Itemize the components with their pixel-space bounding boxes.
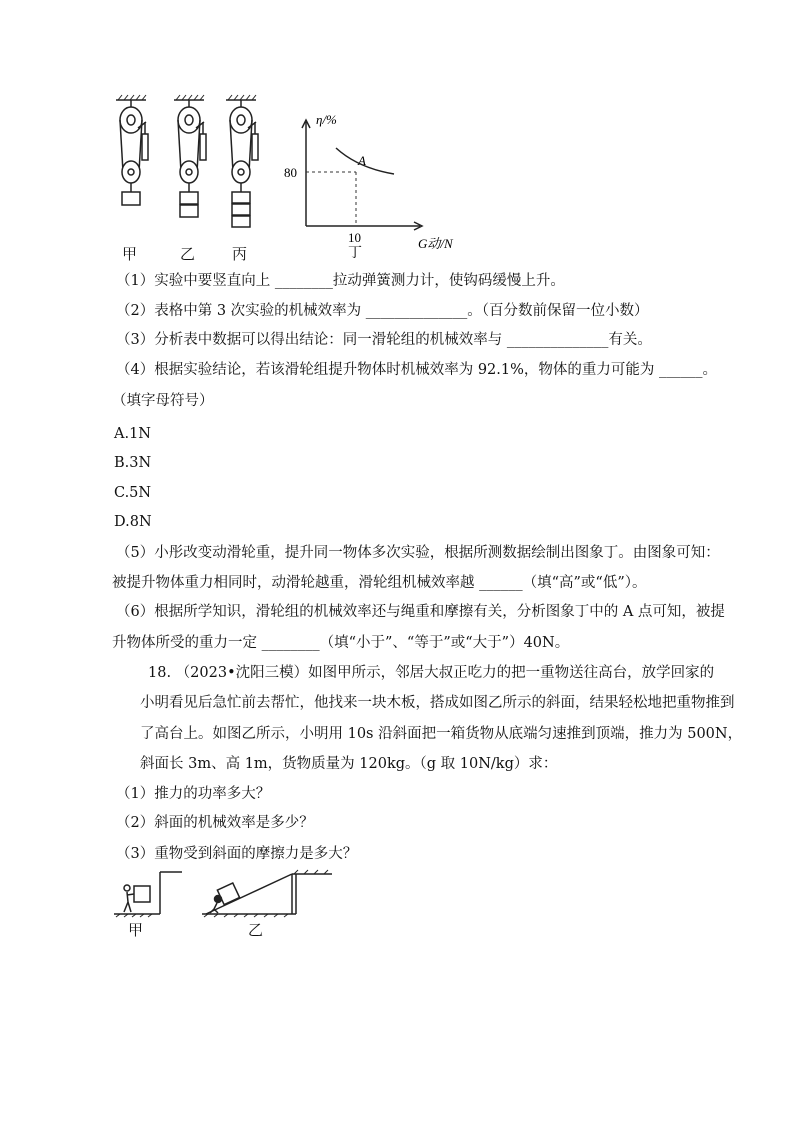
problem-18-sub3: （3）重物受到斜面的摩擦力是多大？ [116,846,358,862]
figure-caption-jia: 甲 [128,921,144,939]
problem-18-sub1: （1）推力的功率多大？ [116,786,271,802]
option-d: D.8N [114,514,152,530]
problem-18-line4: 斜面长 3m、高 1m，货物质量为 120kg。（g 取 10N/kg）求： [140,756,558,772]
figure-caption-yi: 乙 [248,921,264,939]
question-5-line1: （5）小彤改变动滑轮重，提升同一物体多次实验，根据所测数据绘制出图象丁。由图象可知： [116,545,720,561]
option-a: A.1N [114,426,151,442]
option-b: B.3N [114,455,152,471]
problem-18-line2: 小明看见后急忙前去帮忙，他找来一块木板，搭成如图乙所示的斜面，结果轻松地把重物推到 [140,695,735,711]
pulley-figure [110,92,280,257]
question-4-note: （填字母符号） [112,393,214,409]
graph-point-a: A [358,153,366,168]
problem-18-line1: 18. （2023•沈阳三模）如图甲所示，邻居大叔正吃力的把一重物送往高台，放学回家的 [148,665,715,681]
question-6-line2: 升物体所受的重力一定 ________（填“小于”、“等于”或“大于”）40N。 [112,635,570,651]
graph-xlabel: G动/N [418,236,453,251]
problem-18-sub2: （2）斜面的机械效率是多少？ [116,815,314,831]
pulley-label-yi: 乙 [180,245,196,263]
graph-x-tick: 10 [348,230,361,245]
graph-ylabel: η/% [316,112,337,127]
pulley-label-bing: 丙 [232,245,248,263]
question-4: （4）根据实验结论，若该滑轮组提升物体时机械效率为 92.1%，物体的重力可能为 ______。 [116,362,718,378]
question-5-line2: 被提升物体重力相同时，动滑轮越重，滑轮组机械效率越 ______（填“高”或“低”）。 [112,575,647,591]
question-6-line1: （6）根据所学知识，滑轮组的机械效率还与绳重和摩擦有关，分析图象丁中的 A 点可知，被提 [116,604,725,620]
graph-caption: 丁 [348,245,362,258]
question-1: （1）实验中要竖直向上 ________拉动弹簧测力计，使钩码缓慢上升。 [116,273,565,289]
problem-18-line3: 了高台上。如图乙所示，小明用 10s 沿斜面把一箱货物从底端匀速推到顶端，推力为 500N， [140,726,743,742]
question-3: （3）分析表中数据可以得出结论：同一滑轮组的机械效率与 ______________有关。 [116,332,652,348]
question-2: （2）表格中第 3 次实验的机械效率为 ______________。（百分数前保留一位小数） [116,303,649,319]
option-c: C.5N [114,485,152,501]
ramp-figure [110,868,345,928]
efficiency-graph [280,108,480,258]
pulley-label-jia: 甲 [122,245,138,263]
graph-y-tick: 80 [284,165,297,180]
